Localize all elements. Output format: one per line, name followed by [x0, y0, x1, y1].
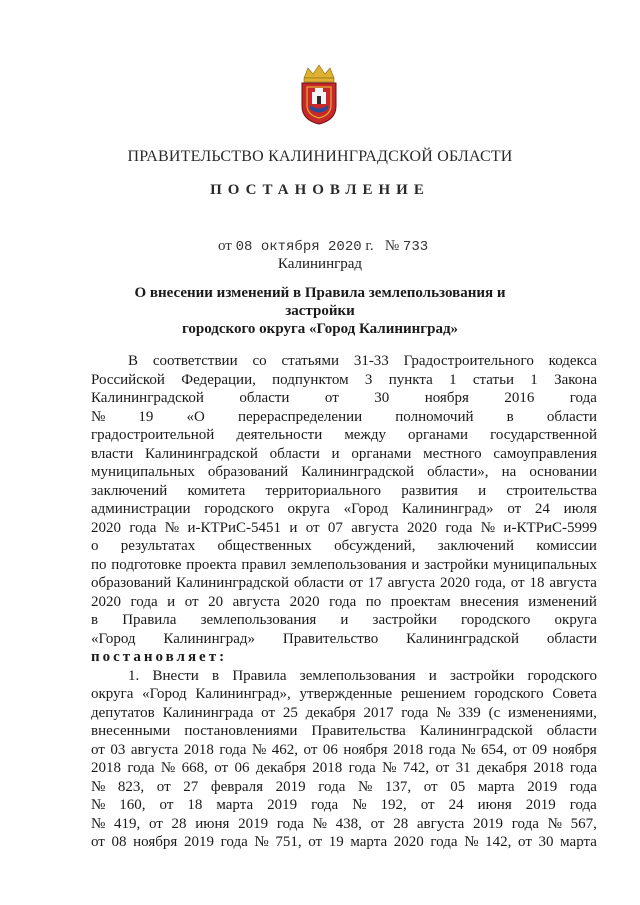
word: решением: [400, 686, 466, 702]
word: от: [184, 593, 199, 610]
word: 142,: [485, 834, 512, 850]
word: 20: [208, 593, 224, 610]
word: округа: [554, 612, 597, 628]
word: муниципальных: [91, 464, 195, 480]
word: (с: [488, 704, 501, 721]
word: года: [220, 834, 248, 850]
word: правил: [241, 556, 287, 573]
word: на: [501, 464, 517, 480]
paragraph-line: [91, 722, 597, 741]
word: области: [546, 630, 597, 647]
word: от: [507, 501, 522, 517]
word: №: [312, 815, 327, 832]
word: 08: [111, 834, 127, 850]
word: года: [276, 815, 304, 832]
word: №: [357, 778, 373, 795]
paragraph-line: [91, 408, 597, 427]
word: №: [436, 704, 451, 721]
word: года: [428, 741, 456, 758]
word: «Город: [91, 630, 136, 647]
word: №: [547, 815, 562, 832]
word: проекта: [186, 556, 237, 573]
word: «Город: [343, 501, 389, 517]
word: 03: [110, 741, 126, 758]
word: 742,: [402, 760, 430, 776]
word: Калининград»: [401, 501, 494, 517]
word: 2019: [275, 778, 306, 795]
word: 19: [328, 834, 344, 850]
paragraph-line: [91, 796, 597, 815]
word: 2017: [363, 704, 394, 721]
word: Калининград»,: [195, 686, 291, 702]
word: застройки: [424, 556, 489, 573]
government-name: ПРАВИТЕЛЬСТВО КАЛИНИНГРАДСКОЙ ОБЛАСТИ: [127, 148, 513, 165]
word: от: [420, 797, 435, 813]
word: соответствии: [152, 353, 238, 369]
word: 2018: [91, 760, 121, 776]
word: 823,: [117, 778, 145, 795]
word: от: [148, 815, 163, 832]
word: 2019: [267, 797, 298, 813]
word: марта: [560, 834, 597, 850]
word: №: [352, 797, 367, 813]
word: 3: [364, 371, 373, 388]
word: и: [428, 667, 437, 684]
word: года: [129, 519, 157, 536]
word: 192,: [380, 797, 407, 813]
word: №: [164, 519, 180, 536]
word: 2019: [238, 815, 269, 832]
word: градостроительной: [91, 427, 215, 443]
word: Калининградской: [301, 464, 415, 480]
word: образований: [91, 575, 172, 591]
word: 31: [455, 760, 471, 776]
word: внесения: [460, 593, 519, 610]
word: городского: [460, 612, 531, 628]
word: №: [91, 815, 106, 832]
word: подготовке: [111, 556, 182, 573]
word: 07: [327, 519, 343, 536]
word: года: [569, 778, 597, 795]
word: года: [127, 760, 155, 776]
word: от: [518, 834, 532, 850]
word: марта: [350, 834, 388, 850]
word: ноября: [133, 834, 178, 850]
word: августа: [232, 593, 281, 610]
word: 2019: [527, 778, 558, 795]
word: о: [91, 538, 99, 554]
word: Калининград»: [163, 630, 256, 647]
word: Правительства: [311, 723, 406, 739]
word: 137,: [384, 778, 412, 795]
word: пункта: [388, 371, 433, 388]
word: Правила: [122, 612, 177, 628]
word: кодекса: [548, 353, 597, 369]
word: 2020: [91, 593, 121, 610]
paragraph-line: [91, 426, 597, 445]
word: государственной: [490, 427, 597, 443]
word: результатах: [120, 538, 196, 554]
decree-date-number: [218, 238, 428, 255]
coat-of-arms-emblem: [298, 62, 340, 126]
word: 2019: [525, 797, 556, 813]
word: Правила: [232, 667, 287, 684]
word: постановлениями: [184, 723, 298, 739]
word: №: [382, 760, 397, 776]
paragraph-line: [91, 371, 597, 390]
word: 1: [449, 371, 457, 388]
word: 339: [458, 704, 481, 721]
word: года: [348, 760, 376, 776]
subject-line: городского округа «Город Калининград»: [181, 321, 459, 337]
word: 2020: [440, 575, 471, 591]
word: №: [91, 778, 106, 795]
paragraph-line: [91, 667, 597, 686]
word: 17: [367, 575, 383, 591]
word: органами: [351, 445, 412, 462]
paragraph-line: [91, 833, 597, 852]
word: 2019: [473, 815, 504, 832]
word: от: [91, 834, 105, 850]
word: от: [214, 760, 229, 776]
word: от: [159, 797, 174, 813]
word: 438,: [335, 815, 362, 832]
word: и: [167, 593, 176, 610]
paragraph-line: [91, 593, 597, 612]
resolves-word: постановляет:: [91, 649, 228, 665]
word: 751,: [275, 834, 302, 850]
word: в: [506, 408, 514, 425]
paragraph-line: [91, 519, 597, 538]
word: и-КТРиС-5999: [503, 519, 597, 536]
word: 28: [393, 815, 409, 832]
word: №: [251, 741, 267, 758]
word: Калининградской: [176, 575, 290, 591]
word: декабря: [477, 760, 528, 776]
paragraph-line: [91, 556, 597, 575]
word: года: [329, 593, 357, 610]
word: образований: [207, 464, 289, 480]
paragraph-line: [91, 500, 597, 519]
word: ноября: [552, 741, 597, 758]
word: 30: [538, 834, 554, 850]
word: от: [324, 390, 339, 406]
word: 05: [450, 778, 466, 795]
word: марта: [477, 778, 515, 795]
word: Правительство: [282, 630, 379, 647]
word: 1.: [128, 667, 140, 684]
word: в: [91, 612, 99, 628]
word: 462,: [271, 741, 299, 758]
word: 2018: [393, 741, 424, 758]
word: самоуправления: [493, 445, 597, 462]
word: от: [261, 704, 276, 721]
paragraph-line: [91, 445, 597, 464]
word: в: [212, 667, 220, 684]
word: комиссии: [536, 538, 597, 554]
word: №: [461, 741, 476, 758]
paragraph-line: [91, 537, 597, 556]
paragraph-line: [91, 352, 597, 371]
word: 2018: [533, 760, 564, 776]
word: от: [510, 575, 525, 591]
word: муниципальных: [493, 556, 597, 573]
word: перераспределении: [237, 408, 363, 425]
word: №: [160, 760, 176, 776]
word: по: [365, 593, 382, 610]
word: городского: [204, 501, 274, 517]
word: февраля: [210, 778, 263, 795]
word: застройки: [449, 667, 515, 684]
word: от: [370, 815, 385, 832]
paragraph-line: [91, 759, 597, 778]
word: года: [130, 593, 158, 610]
word: от: [435, 760, 450, 776]
word: 25: [282, 704, 298, 721]
word: 18: [529, 575, 545, 591]
word: №: [254, 834, 269, 850]
word: «О: [186, 408, 205, 425]
word: декабря: [305, 704, 356, 721]
word: августа: [549, 575, 597, 591]
word: года: [318, 778, 346, 795]
word: 28: [171, 815, 187, 832]
word: июля: [563, 501, 597, 517]
word: №: [91, 408, 106, 425]
word: 2018: [183, 741, 214, 758]
word: 06: [322, 741, 338, 758]
word: изменений: [528, 593, 597, 610]
word: Калининградской: [406, 630, 519, 647]
paragraph-line: [91, 704, 597, 723]
word: 419,: [114, 815, 141, 832]
word: заключений: [91, 482, 168, 499]
word: обсуждений,: [334, 538, 416, 554]
word: округа: [287, 501, 330, 517]
word: 2020: [91, 519, 121, 536]
word: года: [219, 741, 247, 758]
word: Калининграда: [162, 704, 254, 721]
word: года: [569, 797, 597, 813]
word: года: [569, 760, 597, 776]
word: Совета: [552, 686, 597, 702]
document-type-title: ПОСТАНОВЛЕНИЕ: [210, 182, 430, 198]
word: 19: [138, 408, 154, 425]
word: августа: [351, 519, 399, 536]
paragraph-line: [91, 463, 597, 482]
word: Калининградской: [91, 390, 204, 406]
word: июня: [195, 815, 230, 832]
word: застройки: [372, 612, 437, 628]
word: комитета: [187, 482, 246, 499]
word: 18: [187, 797, 203, 813]
word: 27: [183, 778, 199, 795]
decree-subject: [100, 284, 540, 338]
word: по: [91, 556, 107, 573]
word: года: [430, 834, 458, 850]
word: строительства: [506, 482, 597, 499]
number-sign: №: [384, 238, 400, 254]
word: между: [344, 427, 386, 443]
word: развития: [401, 482, 458, 499]
word: декабря: [255, 760, 306, 776]
word: статьями: [281, 353, 339, 369]
paragraph-line: [91, 630, 597, 649]
decree-number: 733: [402, 239, 429, 255]
decree-body: [91, 352, 597, 852]
word: городского: [527, 667, 597, 684]
word: августа: [130, 741, 179, 758]
word: Калининградской: [419, 723, 533, 739]
word: от: [423, 778, 438, 795]
word: деятельности: [236, 427, 323, 443]
word: ноября: [343, 741, 388, 758]
city-name: Калининград: [277, 256, 363, 272]
word: и: [289, 519, 298, 536]
word: Градостроительного: [403, 353, 534, 369]
word: от: [349, 575, 363, 591]
word: изменениями,: [508, 704, 597, 721]
word: от: [303, 741, 318, 758]
word: года: [569, 390, 597, 406]
word: 2019: [183, 834, 214, 850]
word: 30: [374, 390, 390, 406]
paragraph-line: [91, 389, 597, 408]
word: Внести: [152, 667, 199, 684]
word: года: [511, 815, 539, 832]
word: землепользования: [299, 667, 416, 684]
word: области: [546, 723, 597, 739]
word: от: [156, 778, 171, 795]
word: общественных: [217, 538, 312, 554]
word: внесенными: [91, 723, 171, 739]
word: области»,: [427, 464, 489, 480]
word: 24: [534, 501, 550, 517]
paragraph-line: [91, 741, 597, 760]
word: проектам: [390, 593, 451, 610]
word: основании: [529, 464, 597, 480]
word: со: [252, 353, 267, 369]
word: утвержденные: [299, 686, 393, 702]
word: августа: [416, 815, 465, 832]
word: местного: [423, 445, 482, 462]
word: 1: [530, 371, 538, 388]
paragraph-line: [91, 778, 597, 797]
word: от: [305, 519, 320, 536]
word: 2020: [393, 834, 424, 850]
word: 2018: [312, 760, 343, 776]
word: и: [331, 445, 340, 462]
word: и: [411, 556, 420, 573]
word: области: [293, 575, 345, 591]
paragraph-line: [91, 685, 597, 704]
word: Калининградской: [145, 445, 258, 462]
word: органами: [408, 427, 469, 443]
date-suffix: г.: [365, 238, 374, 254]
word: области: [546, 408, 597, 425]
word: 06: [234, 760, 250, 776]
word: августа: [387, 575, 436, 591]
word: 24: [448, 797, 464, 813]
word: области: [239, 390, 290, 406]
word: В: [128, 353, 139, 369]
paragraph-line: [91, 482, 597, 501]
word: июня: [477, 797, 512, 813]
word: территориального: [265, 482, 382, 499]
word: №: [480, 519, 496, 536]
word: подпунктом: [272, 371, 349, 388]
word: 09: [532, 741, 548, 758]
paragraph-line: [91, 574, 597, 593]
word: и-КТРиС-5451: [187, 519, 281, 536]
word: 2016: [504, 390, 535, 406]
word: года: [401, 704, 429, 721]
paragraph-line: [91, 611, 597, 630]
paragraph-line: [91, 815, 597, 834]
word: статьи: [472, 371, 514, 388]
word: года: [311, 797, 339, 813]
word: Федерации,: [181, 371, 256, 388]
word: заключений: [437, 538, 515, 554]
word: №: [464, 834, 479, 850]
word: администрации: [91, 501, 191, 517]
word: 654,: [481, 741, 508, 758]
word: области: [269, 445, 320, 462]
word: 668,: [181, 760, 208, 776]
word: от: [512, 741, 527, 758]
word: №: [91, 797, 106, 813]
word: года,: [474, 575, 506, 591]
word: от: [308, 834, 323, 850]
word: марта: [216, 797, 254, 813]
word: 2020: [289, 593, 320, 610]
word: землепользования: [290, 556, 407, 573]
word: власти: [91, 445, 134, 462]
word: ноября: [424, 390, 469, 406]
word: 160,: [119, 797, 146, 813]
word: Закона: [554, 371, 597, 388]
word: от: [91, 741, 105, 758]
word: полномочий: [395, 408, 474, 425]
word: и: [478, 482, 487, 499]
word: 567,: [570, 815, 597, 832]
word: Российской: [91, 371, 165, 388]
word: городского: [474, 686, 544, 702]
subject-line: О внесении изменений в Правила землепользования и застройки: [134, 285, 506, 319]
word: и: [340, 612, 349, 628]
word: землепользования: [200, 612, 317, 628]
word: «Город: [142, 686, 187, 702]
word: 2020: [406, 519, 437, 536]
date-prefix: от: [218, 238, 232, 254]
word: депутатов: [91, 704, 155, 721]
word: 31-33: [353, 353, 389, 369]
word: округа: [91, 686, 134, 702]
date-value: 08 октября 2020: [235, 239, 362, 255]
word: года: [445, 519, 473, 536]
